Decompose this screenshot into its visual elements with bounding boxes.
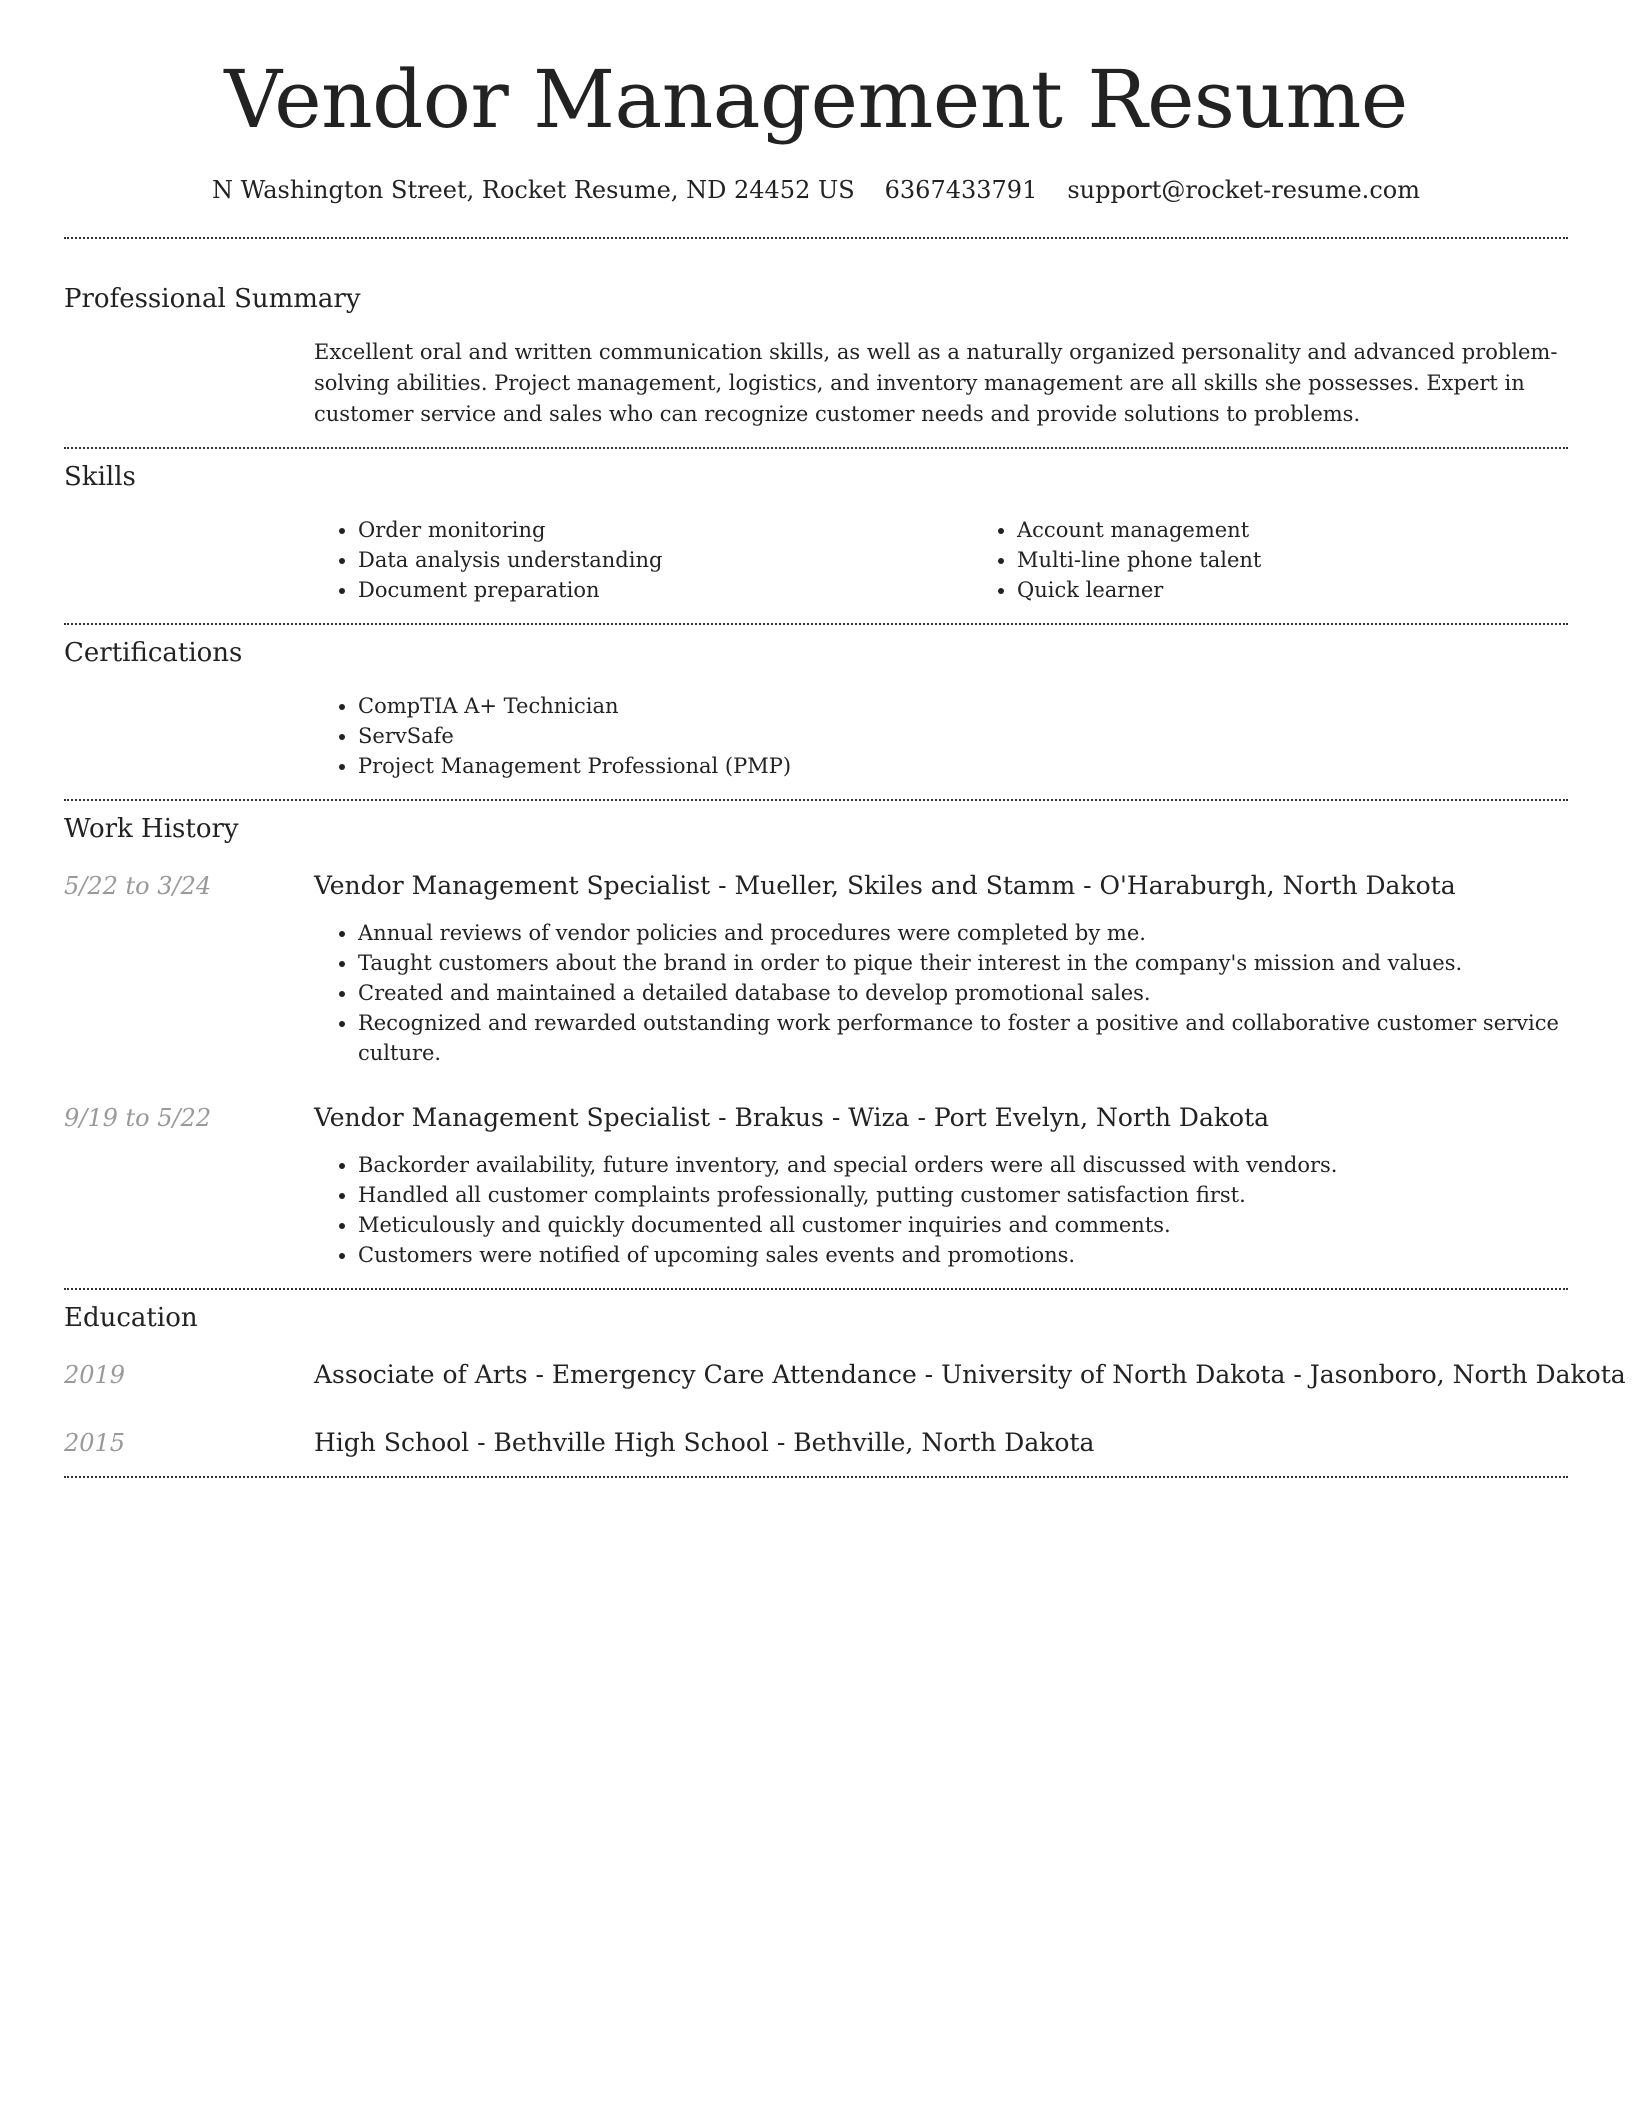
job-bullets: [314, 918, 1568, 1068]
divider: [64, 799, 1568, 801]
divider: [64, 1476, 1568, 1478]
certifications-left-spacer: [64, 691, 314, 781]
contact-address: N Washington Street, Rocket Resume, ND 24452 US: [212, 176, 855, 204]
section-heading-education: Education: [64, 1303, 198, 1333]
skills-left-spacer: [64, 515, 314, 605]
skill-item: • Document preparation: [358, 575, 973, 605]
section-heading-summary: Professional Summary: [64, 284, 361, 314]
skills-list-left: [314, 515, 973, 605]
section-heading-work-history: Work History: [64, 814, 239, 844]
education-body: [314, 1427, 1568, 1459]
job-entry: [64, 870, 1568, 1068]
job-bullet: • Annual reviews of vendor policies and procedures were completed by me.: [358, 918, 1568, 948]
divider: [64, 237, 1568, 239]
contact-phone: 6367433791: [884, 176, 1038, 204]
skill-item: • Multi-line phone talent: [1017, 545, 1632, 575]
job-bullet: • Backorder availability, future inventory, and special orders were all discussed with vendors.: [358, 1150, 1568, 1180]
contact-email: support@rocket-resume.com: [1067, 176, 1420, 204]
job-heading: [314, 1102, 1568, 1134]
skill-item: • Data analysis understanding: [358, 545, 973, 575]
job-role: Vendor Management Specialist: [314, 1103, 711, 1132]
education-year: 2019: [64, 1361, 126, 1389]
certification-item: • ServSafe: [358, 721, 1568, 751]
certifications-body: [314, 691, 1568, 781]
summary-row: [64, 337, 1568, 430]
skill-item: • Order monitoring: [358, 515, 973, 545]
skills-columns: [314, 515, 1632, 605]
certifications-list: [314, 691, 1568, 781]
summary-body: [314, 337, 1568, 430]
divider: [64, 447, 1568, 449]
certification-item: • CompTIA A+ Technician: [358, 691, 1568, 721]
job-body: [314, 870, 1568, 1068]
skill-item: • Account management: [1017, 515, 1632, 545]
job-bullet: • Handled all customer complaints professionally, putting customer satisfaction first.: [358, 1180, 1568, 1210]
education-school-location: - University of North Dakota - Jasonboro, North Dakota: [916, 1360, 1626, 1389]
job-bullet: • Recognized and rewarded outstanding work performance to foster a positive and collaborative customer service culture.: [358, 1008, 1568, 1068]
skills-list-right: [973, 515, 1632, 605]
summary-left-spacer: [64, 337, 314, 430]
education-entry: [64, 1359, 1626, 1391]
education-degree: Associate of Arts - Emergency Care Attendance: [314, 1360, 917, 1389]
education-entry: [64, 1427, 1568, 1459]
job-dates: 9/19 to 5/22: [64, 1104, 212, 1132]
job-dates: 5/22 to 3/24: [64, 872, 212, 900]
job-body: [314, 1102, 1568, 1270]
divider: [64, 1288, 1568, 1290]
education-year: 2015: [64, 1429, 126, 1457]
education-body: [314, 1359, 1626, 1391]
contact-line: [64, 174, 1568, 206]
resume-title: Vendor Management Resume: [224, 53, 1408, 146]
section-heading-skills: Skills: [64, 462, 136, 492]
skill-item: • Quick learner: [1017, 575, 1632, 605]
job-employer-location: - Brakus - Wiza - Port Evelyn, North Dakota: [710, 1103, 1270, 1132]
education-heading: [314, 1427, 1568, 1459]
certifications-row: [64, 691, 1568, 781]
job-bullet: • Meticulously and quickly documented all customer inquiries and comments.: [358, 1210, 1568, 1240]
job-entry: [64, 1102, 1568, 1270]
summary-text: Excellent oral and written communication skills, as well as a naturally organized personality and advanced problem-solving abilities. Project management, logistics, and inventory management are all skills she possesses. Expert in customer service and sales who can recognize customer needs and provide solutions to problems.: [314, 340, 1558, 426]
job-bullets: [314, 1150, 1568, 1270]
job-bullet: • Created and maintained a detailed database to develop promotional sales.: [358, 978, 1568, 1008]
job-bullet: • Taught customers about the brand in order to pique their interest in the company's mission and values.: [358, 948, 1568, 978]
skills-row: [64, 515, 1568, 605]
education-school-location: - Bethville High School - Bethville, North Dakota: [469, 1428, 1095, 1457]
job-role: Vendor Management Specialist: [314, 871, 711, 900]
divider: [64, 623, 1568, 625]
job-employer-location: - Mueller, Skiles and Stamm - O'Haraburgh, North Dakota: [710, 871, 1456, 900]
resume-page: [64, 0, 1626, 1478]
job-heading: [314, 870, 1568, 902]
job-bullet: • Customers were notified of upcoming sales events and promotions.: [358, 1240, 1568, 1270]
certification-item: • Project Management Professional (PMP): [358, 751, 1568, 781]
education-heading: [314, 1359, 1626, 1391]
section-heading-certifications: Certifications: [64, 638, 243, 668]
education-degree: High School: [314, 1428, 470, 1457]
